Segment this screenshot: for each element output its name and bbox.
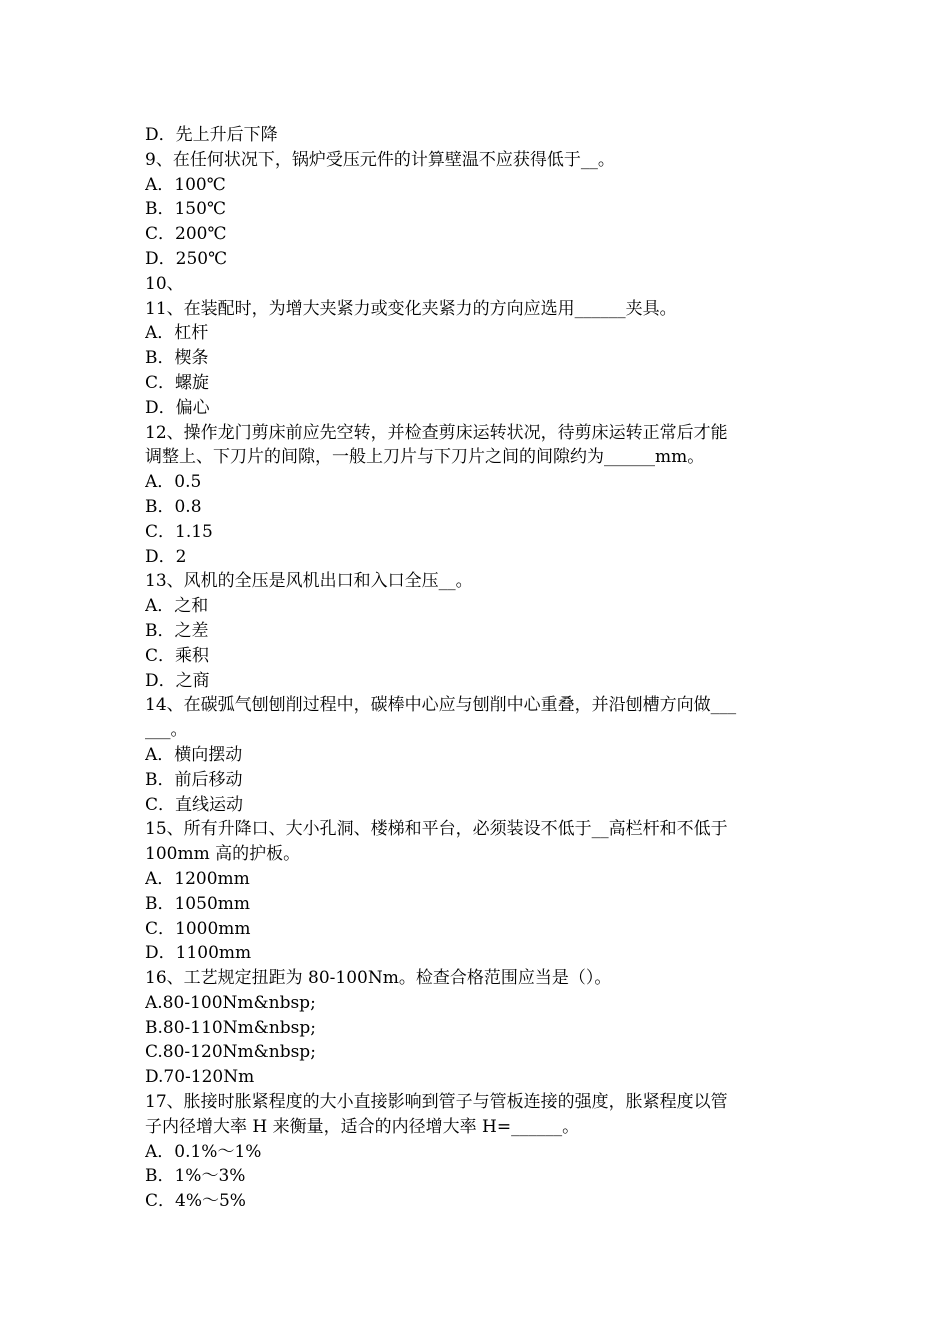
option-line: C．乘积 <box>145 645 210 666</box>
option-line: A．100℃ <box>145 174 226 195</box>
question-14: 14、在碳弧气刨刨削过程中，碳棒中心应与刨削中心重叠，并沿刨槽方向做___ <box>145 695 737 716</box>
option-line: D．偏心 <box>145 397 210 418</box>
option-line: C．200℃ <box>145 224 227 245</box>
question-14-continued: ___。 <box>145 720 188 741</box>
option-line: A．0.1%～1% <box>145 1141 262 1162</box>
question-9: 9、在任何状况下，锅炉受压元件的计算壁温不应获得低于__。 <box>145 149 615 170</box>
option-line: B.80-110Nm&nbsp; <box>145 1017 317 1038</box>
option-line: D．250℃ <box>145 248 228 269</box>
question-15: 15、所有升降口、大小孔洞、楼梯和平台，必须装设不低于__高栏杆和不低于 <box>145 819 728 840</box>
option-line: A．杠杆 <box>145 323 209 344</box>
option-line: C．1.15 <box>145 521 213 542</box>
question-17: 17、胀接时胀紧程度的大小直接影响到管子与管板连接的强度，胀紧程度以管 <box>145 1092 728 1113</box>
option-line: C．直线运动 <box>145 794 244 815</box>
option-line: B．0.8 <box>145 496 202 517</box>
option-line: A．1200mm <box>145 868 250 889</box>
text-line: D．先上升后下降 <box>145 125 278 145</box>
option-line: D．1100mm <box>145 943 252 964</box>
question-13: 13、风机的全压是风机出口和入口全压__。 <box>145 571 473 592</box>
question-12-continued: 调整上、下刀片的间隙，一般上刀片与下刀片之间的间隙约为______mm。 <box>145 447 705 468</box>
option-line: A．0.5 <box>145 472 202 493</box>
option-line: C.80-120Nm&nbsp; <box>145 1042 316 1063</box>
option-line: C．螺旋 <box>145 372 210 393</box>
option-line: B．150℃ <box>145 199 226 220</box>
option-line: C．1000mm <box>145 918 251 939</box>
option-line: D.70-120Nm <box>145 1067 255 1088</box>
option-line: B．之差 <box>145 620 209 641</box>
option-line: B．楔条 <box>145 348 209 369</box>
option-line: B．1050mm <box>145 893 250 914</box>
option-line: B．前后移动 <box>145 769 243 790</box>
option-line: C．4%～5% <box>145 1191 246 1212</box>
option-line: A．之和 <box>145 596 209 617</box>
question-16: 16、工艺规定扭距为 80-100Nm。检查合格范围应当是（）。 <box>145 968 612 989</box>
option-line: D．2 <box>145 546 187 567</box>
question-17-continued: 子内径增大率 H 来衡量，适合的内径增大率 H=______。 <box>145 1116 580 1137</box>
option-line: D．之商 <box>145 670 210 691</box>
option-line: A.80-100Nm&nbsp; <box>145 992 316 1013</box>
question-10: 10、 <box>145 273 184 294</box>
option-line: A．横向摆动 <box>145 744 243 765</box>
question-12: 12、操作龙门剪床前应先空转，并检查剪床运转状况，待剪床运转正常后才能 <box>145 422 728 443</box>
question-15-continued: 100mm 高的护板。 <box>145 844 301 865</box>
option-line: B．1%～3% <box>145 1166 246 1187</box>
question-11: 11、在装配时，为增大夹紧力或变化夹紧力的方向应选用______夹具。 <box>145 298 677 319</box>
